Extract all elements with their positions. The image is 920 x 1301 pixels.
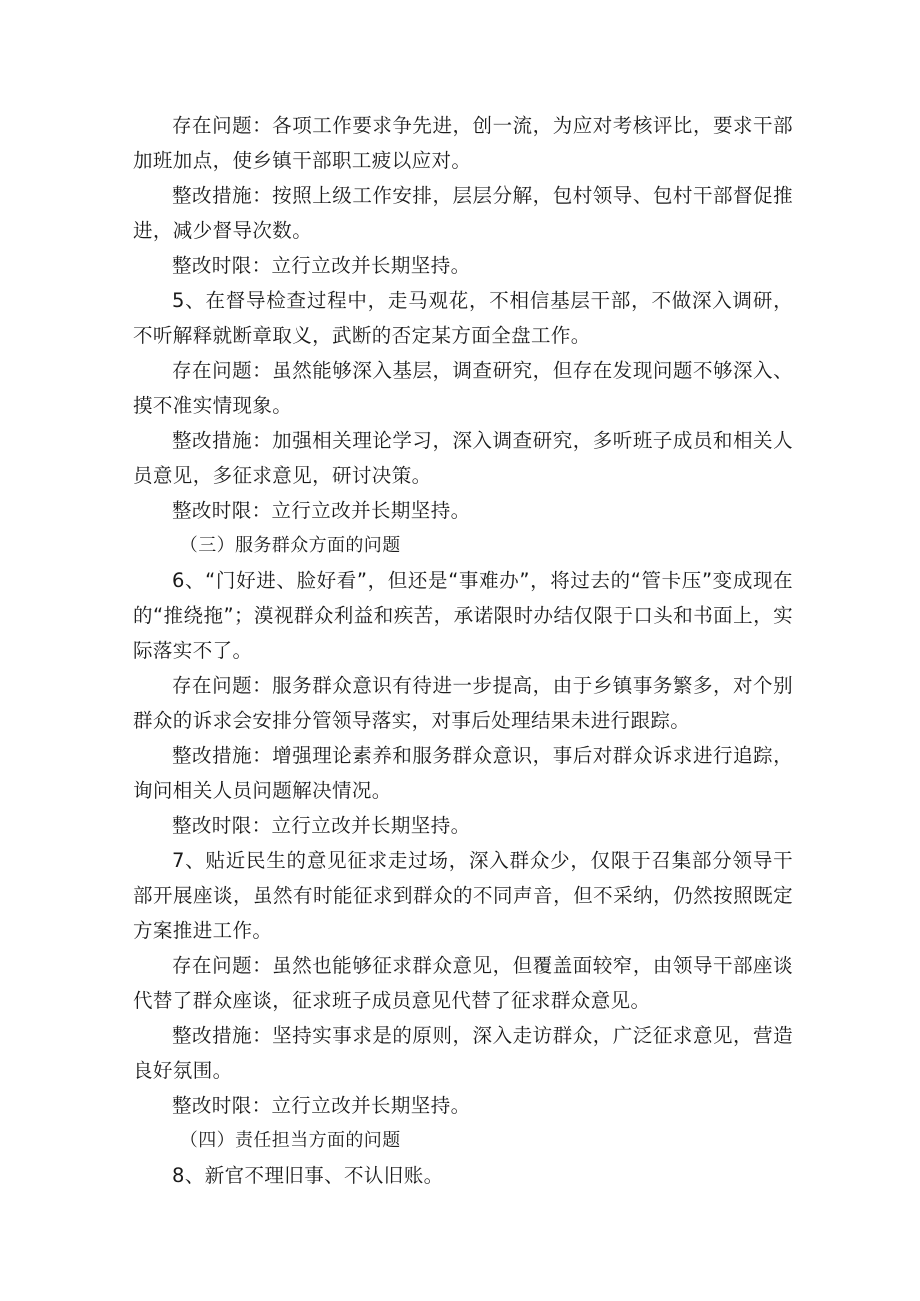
section-heading: （四）责任担当方面的问题 [179, 1130, 401, 1151]
paragraph: 整改措施：按照上级工作安排，层层分解，包村领导、包村干部督促推进，减少督导次数。 [133, 184, 793, 242]
paragraph: 存在问题：虽然能够深入基层，调查研究，但存在发现问题不够深入、摸不准实情现象。 [133, 359, 793, 417]
paragraph: 整改时限：立行立改并长期坚持。 [172, 1094, 471, 1117]
section-heading: （三）服务群众方面的问题 [179, 535, 401, 556]
paragraph: 整改时限：立行立改并长期坚持。 [172, 499, 471, 522]
paragraph: 整改时限：立行立改并长期坚持。 [172, 254, 471, 277]
paragraph: 存在问题：各项工作要求争先进，创一流，为应对考核评比，要求干部加班加点，使乡镇干部职工疲以应对。 [133, 114, 793, 172]
paragraph: 整改措施：加强相关理论学习，深入调查研究，多听班子成员和相关人员意见，多征求意见，研讨决策。 [133, 429, 793, 487]
paragraph: 8、新官不理旧事、不认旧账。 [172, 1164, 444, 1187]
paragraph: 整改措施：增强理论素养和服务群众意识，事后对群众诉求进行追踪，询问相关人员问题解决情况。 [133, 744, 793, 802]
document-body [133, 108, 793, 1193]
paragraph: 5、在督导检查过程中，走马观花，不相信基层干部，不做深入调研，不听解释就断章取义，武断的否定某方面全盘工作。 [133, 289, 793, 347]
paragraph: 整改时限：立行立改并长期坚持。 [172, 814, 471, 837]
paragraph: 存在问题：服务群众意识有待进一步提高，由于乡镇事务繁多，对个别群众的诉求会安排分管领导落实，对事后处理结果未进行跟踪。 [133, 674, 793, 732]
paragraph: 整改措施：坚持实事求是的原则，深入走访群众，广泛征求意见，营造良好氛围。 [133, 1024, 793, 1082]
paragraph: 6、“门好进、脸好看”，但还是“事难办”，将过去的“管卡压”变成现在的“推绕拖”；漠视群众利益和疾苦，承诺限时办结仅限于口头和书面上，实际落实不了。 [133, 569, 793, 662]
paragraph: 存在问题：虽然也能够征求群众意见，但覆盖面较窄，由领导干部座谈代替了群众座谈，征求班子成员意见代替了征求群众意见。 [133, 954, 793, 1012]
paragraph: 7、贴近民生的意见征求走过场，深入群众少，仅限于召集部分领导干部开展座谈，虽然有时能征求到群众的不同声音，但不采纳，仍然按照既定方案推进工作。 [133, 849, 793, 942]
